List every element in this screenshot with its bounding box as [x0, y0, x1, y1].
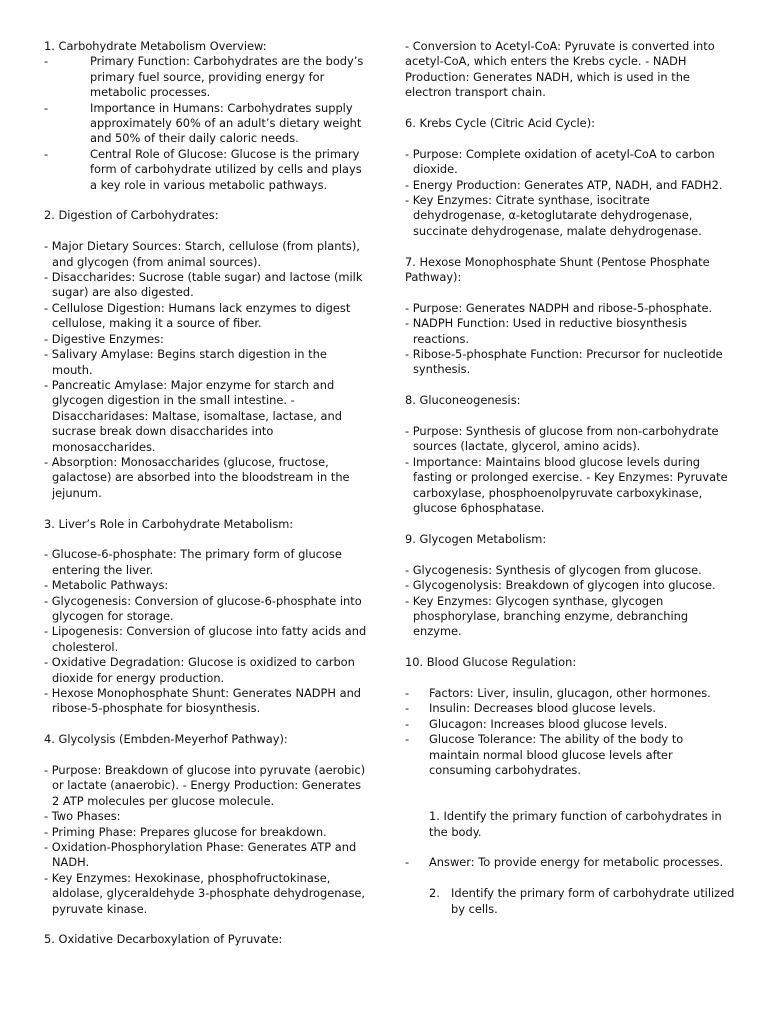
- list-item: - Glucose-6-phosphate: The primary form of glucose entering the liver.: [44, 547, 342, 577]
- bullet-text: Factors: Liver, insulin, glucagon, other hormones.: [429, 685, 711, 700]
- bullet-dash: -: [405, 855, 410, 870]
- blank-line: [405, 671, 735, 686]
- bullet-text: Insulin: Decreases blood glucose levels.: [429, 701, 656, 716]
- blank-line: [44, 224, 368, 239]
- list-item: - Purpose: Complete oxidation of acetyl-CoA to carbon dioxide.: [405, 146, 715, 177]
- question-item: [405, 886, 735, 917]
- blank-line: [405, 778, 735, 793]
- list-item: - Oxidation-Phosphorylation Phase: Generates ATP and NADH.: [44, 840, 357, 870]
- list-item: - Importance: Maintains blood glucose levels during fasting or prolonged exercise. - Key Enzymes: Pyruvate carboxylase, phosphoenolpyruvate carboxykinase, glucose 6phosphatase.: [405, 454, 728, 516]
- bullet-item: [405, 701, 735, 716]
- list-item: - Oxidative Degradation: Glucose is oxidized to carbon dioxide for energy production.: [44, 655, 355, 685]
- question-item: 1. Identify the primary function of carbohydrates in the body.: [429, 809, 722, 839]
- blank-line: [44, 532, 368, 547]
- blank-line: [405, 840, 735, 855]
- list-item: - Metabolic Pathways:: [44, 578, 169, 593]
- blank-line: [44, 917, 368, 932]
- list-item: - Absorption: Monosaccharides (glucose, fructose, galactose) are absorbed into the bloodstream in the jejunum.: [44, 454, 350, 500]
- list-item: - Digestive Enzymes:: [44, 331, 164, 346]
- list-item: - Glycogenesis: Conversion of glucose-6-phosphate into glycogen for storage.: [44, 593, 362, 623]
- list-item: - Glycogenesis: Synthesis of glycogen from glucose.: [405, 562, 702, 577]
- bullet-item: [44, 147, 368, 193]
- list-item: - Ribose-5-phosphate Function: Precursor for nucleotide synthesis.: [405, 347, 723, 377]
- paragraph: 7. Hexose Monophosphate Shunt (Pentose Phosphate Pathway):: [405, 254, 710, 285]
- bullet-dash: -: [405, 732, 410, 747]
- paragraph: 3. Liver’s Role in Carbohydrate Metabolism:: [44, 516, 294, 531]
- blank-line: [44, 501, 368, 516]
- list-item: - Pancreatic Amylase: Major enzyme for starch and glycogen digestion in the small intestine. - Disaccharidases: Maltase, isomaltase, lactase, and sucrase break down disaccharides into monosaccharides.: [44, 377, 342, 454]
- paragraph: 1. Carbohydrate Metabolism Overview:: [44, 39, 267, 53]
- list-item: - Lipogenesis: Conversion of glucose into fatty acids and cholesterol.: [44, 624, 367, 654]
- list-item: - Key Enzymes: Glycogen synthase, glycogen phosphorylase, branching enzyme, debranching enzyme.: [405, 593, 689, 639]
- bullet-item: [405, 732, 735, 778]
- list-item: - Priming Phase: Prepares glucose for breakdown.: [44, 824, 327, 839]
- paragraph: 6. Krebs Cycle (Citric Acid Cycle):: [405, 116, 595, 131]
- bullet-item: [405, 686, 735, 701]
- bullet-text: Glucose Tolerance: The ability of the body to maintain normal blood glucose levels after consuming carbohydrates.: [429, 732, 684, 777]
- bullet-dash: -: [44, 54, 49, 69]
- paragraph: 5. Oxidative Decarboxylation of Pyruvate:: [44, 932, 283, 947]
- bullet-item: [405, 855, 735, 870]
- bullet-dash: -: [44, 100, 49, 115]
- bullet-item: [405, 717, 735, 732]
- bullet-item: [44, 101, 368, 147]
- list-item: - NADPH Function: Used in reductive biosynthesis reactions.: [405, 316, 688, 346]
- paragraph: 9. Glycogen Metabolism:: [405, 531, 547, 546]
- paragraph: 8. Gluconeogenesis:: [405, 393, 521, 408]
- list-item: - Key Enzymes: Citrate synthase, isocitrate dehydrogenase, α-ketoglutarate dehydrogenase, succinate dehydrogenase, malate dehydrogenase.: [405, 193, 702, 238]
- right-column: [405, 39, 735, 917]
- list-item: - Purpose: Breakdown of glucose into pyruvate (aerobic) or lactate (anaerobic). - Energy Production: Generates 2 ATP molecules per glucose molecule.: [44, 763, 366, 808]
- paragraph: 4. Glycolysis (Embden-Meyerhof Pathway):: [44, 732, 288, 747]
- list-item: - Disaccharides: Sucrose (table sugar) and lactose (milk sugar) are also digested.: [44, 270, 363, 300]
- list-item: - Purpose: Generates NADPH and ribose-5-phosphate.: [405, 300, 713, 315]
- paragraph: - Conversion to Acetyl-CoA: Pyruvate is converted into acetyl-CoA, which enters the Krebs cycle. - NADH Production: Generates NADH, which is used in the electron transport chain.: [405, 39, 715, 100]
- list-item: - Glycogenolysis: Breakdown of glycogen into glucose.: [405, 578, 716, 593]
- list-item: - Purpose: Synthesis of glucose from non-carbohydrate sources (lactate, glycerol, amino acids).: [405, 424, 719, 454]
- bullet-text: Primary Function: Carbohydrates are the body’s primary fuel source, providing energy for metabolic processes.: [90, 54, 364, 100]
- blank-line: [44, 717, 368, 732]
- bullet-dash: -: [405, 716, 410, 731]
- list-item: - Major Dietary Sources: Starch, cellulose (from plants), and glycogen (from animal sources).: [44, 239, 360, 269]
- list-item: - Hexose Monophosphate Shunt: Generates NADPH and ribose-5-phosphate for biosynthesis.: [44, 686, 362, 716]
- blank-line: [405, 409, 735, 424]
- paragraph: 2. Digestion of Carbohydrates:: [44, 208, 219, 223]
- blank-line: [405, 547, 735, 562]
- blank-line: [405, 131, 735, 146]
- blank-line: [405, 640, 735, 655]
- bullet-text: Central Role of Glucose: Glucose is the primary form of carbohydrate utilized by cells and plays a key role in various metabolic pathways.: [90, 146, 362, 192]
- blank-line: [405, 285, 735, 300]
- list-item: - Key Enzymes: Hexokinase, phosphofructokinase, aldolase, glyceraldehyde 3-phosphate dehydrogenase, pyruvate kinase.: [44, 870, 366, 916]
- paragraph: 10. Blood Glucose Regulation:: [405, 655, 577, 670]
- blank-line: [44, 193, 368, 208]
- question-number: 2.: [429, 886, 440, 901]
- bullet-item: [44, 54, 368, 100]
- left-column: [44, 39, 368, 948]
- list-item: - Salivary Amylase: Begins starch digestion in the mouth.: [44, 347, 327, 377]
- blank-line: [405, 239, 735, 254]
- blank-line: [44, 748, 368, 763]
- list-item: - Energy Production: Generates ATP, NADH, and FADH2.: [405, 177, 723, 192]
- bullet-text: Answer: To provide energy for metabolic processes.: [429, 855, 724, 870]
- blank-line: [405, 378, 735, 393]
- blank-line: [405, 871, 735, 886]
- bullet-text: Importance in Humans: Carbohydrates supply approximately 60% of an adult’s dietary weight and 50% of their daily caloric needs.: [90, 100, 362, 146]
- question-text: Identify the primary form of carbohydrate utilized by cells.: [451, 886, 735, 916]
- blank-line: [405, 101, 735, 116]
- blank-line: [405, 794, 735, 809]
- list-item: - Two Phases:: [44, 809, 121, 824]
- bullet-text: Glucagon: Increases blood glucose levels.: [429, 716, 668, 731]
- bullet-dash: -: [44, 146, 49, 161]
- bullet-dash: -: [405, 685, 410, 700]
- bullet-dash: -: [405, 701, 410, 716]
- list-item: - Cellulose Digestion: Humans lack enzymes to digest cellulose, making it a source of fiber.: [44, 300, 351, 331]
- blank-line: [405, 517, 735, 532]
